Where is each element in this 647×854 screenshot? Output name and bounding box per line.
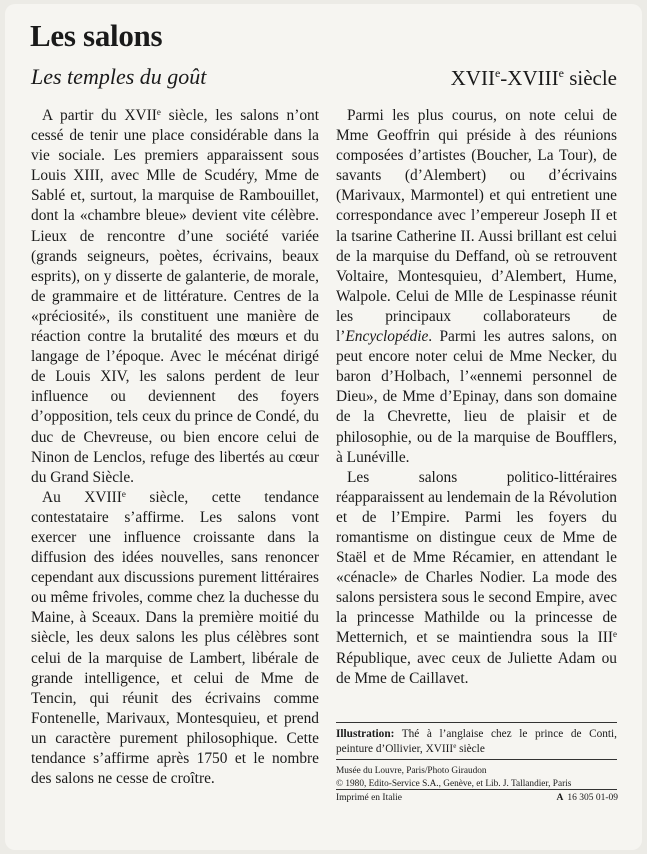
left-column	[31, 106, 319, 789]
right-paragraph-2: Les salons politico-littéraires réapparaissent au lendemain de la Révolution et de l’Empire. Parmi les foyers du romantisme on distingue ceux de Mme de Staël et de Mme Récamier, en attendant le «cénacle» de Charles Nodier. La mode des salons persistera sous le second Empire, avec la princesse Mathilde ou la princesse de Metternich, et se maintiendra sous la IIIe République, avec ceux de Juliette Adam ou de Mme de Caillavet.	[336, 468, 617, 687]
left-paragraph-2: Au XVIIIe siècle, cette tendance contestataire s’affirme. Les salons vont exercer une influence croissante dans la diffusion des idées nouvelles, sans renoncer cependant aux discussions purement littéraires ou même frivoles, comme chez la duchesse du Maine, à Sceaux. Dans la première moitié du siècle, les deux salons les plus célèbres sont celui de la marquise de Lambert, libérale de grande intelligence, et celui de Mme de Tencin, qui réunit des écrivains comme Fontenelle, Marivaux, Montesquieu, et prend un caractère purement philosophique. Cette tendance s’affirme après 1750 et le nombre des salons ne cesse de croître.	[31, 488, 319, 788]
left-paragraph-1: A partir du XVIIe siècle, les salons n’ont cessé de tenir une place considérable dans la vie sociale. Les premiers apparaissent sous Louis XIII, avec Mlle de Scudéry, Mme de Sablé et, surtout, la marquise de Rambouillet, dont la «chambre bleue» devient vite célèbre. Lieux de rencontre d’une société variée (grands seigneurs, poètes, écrivains, beaux esprits), on y disserte de galanterie, de morale, de grammaire et de littérature. Centres de la «préciosité», ils constituent une manière de réaction contre la brutalité des mœurs et du langage de l’époque. Avec le mécénat dirigé de Louis XIV, les salons perdent de leur influence ou deviennent des foyers d’opposition, tels ceux du prince de Condé, du duc de Chevreuse, ou bien encore celui de Ninon de Lenclos, refuge des libertés au cœur du Grand Siècle.	[31, 107, 319, 486]
illustration-caption: Illustration: Thé à l’anglaise chez le prince de Conti, peinture d’Ollivier, XVIIIe siècle	[336, 728, 617, 755]
century-label: XVIIe-XVIIIe siècle	[450, 66, 617, 90]
credits-line-1: Musée du Louvre, Paris/Photo Giraudon	[336, 766, 487, 776]
card-code: A 16 305 01-09	[556, 793, 618, 803]
right-paragraph-1: Parmi les plus courus, on note celui de Mme Geoffrin qui préside à des réunions composées d’artistes (Boucher, La Tour), de savants (d’Alembert) ou d’écrivains (Marivaux, Marmontel) et qui entretient une correspondance avec l’empereur Joseph II et la tsarine Catherine II. Aussi brillant est celui de la marquise du Deffand, où se retrouvent Voltaire, Montesquieu, d’Alembert, Hume, Walpole. Celui de Mlle de Lespinasse réunit les principaux collaborateurs de l’Encyclopédie. Parmi les autres salons, on peut encore noter celui de Mme Necker, du baron d’Holbach, l’«ennemi personnel de Dieu», de Mme d’Epinay, dans son domaine de la Chevrette, lieu de plaisir et de philosophie, ou de la marquise de Boufflers, à Lunéville.	[336, 107, 617, 466]
printed-in: Imprimé en Italie	[336, 793, 402, 803]
page-title: Les salons	[30, 18, 163, 53]
credits	[336, 765, 617, 790]
credits-divider	[336, 759, 617, 760]
page-subtitle: Les temples du goût	[31, 64, 207, 89]
right-column	[336, 106, 617, 689]
footer-divider	[336, 789, 617, 790]
credits-line-2: © 1980, Edito-Service S.A., Genève, et Lib. J. Tallandier, Paris	[336, 778, 572, 789]
caption-divider	[336, 722, 617, 723]
